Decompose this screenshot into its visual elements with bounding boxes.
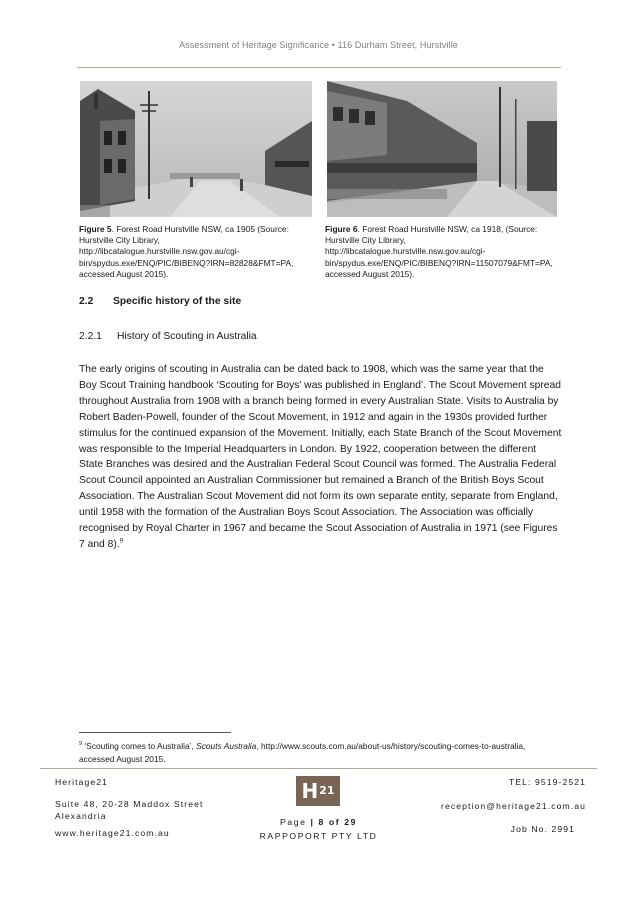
logo-number: 21 bbox=[319, 784, 335, 798]
figure-5-label: Figure 5 bbox=[79, 224, 112, 234]
section-heading bbox=[79, 296, 241, 307]
figure-5-caption-text: . Forest Road Hurstville NSW, ca 1905 (Source: Hurstville City Library, http://libcatalogue.hurstville.nsw.gov.au/cgi-bin/spydus.exe/ENQ/PIC/BIBENQ?IRN=82828&FMT=PA, accessed August 2015). bbox=[79, 224, 294, 279]
footer-address-line2: Alexandria bbox=[55, 811, 107, 821]
figure-6-caption-text: . Forest Road Hurstville NSW, ca 1918, (Source: Hurstville City Library, http://libcatalogue.hurstville.nsw.gov.au/cgi-bin/spydus.exe/ENQ/PIC/BIBENQ?IRN=11507079&FMT=PA, accessed August 2015). bbox=[325, 224, 553, 279]
footer-rule bbox=[40, 768, 597, 769]
footnote-number: 9 bbox=[79, 741, 83, 748]
footer-company: Heritage21 bbox=[55, 777, 109, 787]
footnote-rule bbox=[79, 732, 231, 733]
footer-website: www.heritage21.com.au bbox=[55, 828, 170, 838]
body-paragraph-text: The early origins of scouting in Australia can be dated back to 1908, which was the same year that the Boy Scout Training handbook ‘Scouting for Boys’ was published in England’. The Scout Movement spread throughout Australia from 1908 with a branch being formed in every Australian State. Visits to Australia by Robert Baden-Powell, founder of the Scout Movement, in 1912 and again in the 1930s provided further stimulus for the continued expansion of the Movement. Initially, each State Branch of the Scout Movement was responsible to the Imperial Headquarters in London. By 1922, cooperation between the different State Branches was desired and the Australian Federal Scout Council was formed. The Australia Federal Scout Council appointed an Australian Commissioner but remained a Branch of the British Boys Scout Association. The Australian Scout Movement did not form its own separate entity, separate from England, until 1958 with the formation of the Australian Boys Scout Association. The Association was officially recognised by Royal Charter in 1967 and became the Scout Association of Australia in 1971 (see Figures 7 and 8). bbox=[79, 364, 562, 550]
heritage21-logo bbox=[296, 776, 340, 806]
subsection-heading bbox=[79, 331, 257, 342]
running-header: Assessment of Heritage Significance • 116 Durham Street, Hurstville bbox=[179, 40, 458, 50]
section-title: Specific history of the site bbox=[113, 296, 242, 307]
footer-tel: TEL: 9519-2521 bbox=[508, 777, 586, 787]
section-number: 2.2 bbox=[79, 296, 94, 307]
figure-6-photo bbox=[327, 81, 557, 217]
page-label: Page bbox=[280, 817, 307, 827]
footnote-text-url: , http://www.scouts.com.au/about-us/history/scouting-comes-to-australia, accessed August 2015. bbox=[79, 741, 526, 764]
figure-6-label: Figure 6 bbox=[325, 224, 358, 234]
footnote bbox=[79, 740, 563, 766]
footnote-reference: 9 bbox=[119, 538, 123, 545]
footnote-source: Scouts Australia bbox=[196, 741, 257, 751]
page-number-line: Page | 8 of 29 bbox=[280, 817, 357, 827]
footnote-text: ‘Scouting comes to Australia’, bbox=[82, 741, 197, 751]
logo-letter: H bbox=[301, 779, 319, 803]
figure-5-caption bbox=[79, 224, 315, 280]
header-rule bbox=[77, 67, 561, 68]
subsection-number: 2.2.1 bbox=[79, 331, 102, 342]
footer-email: reception@heritage21.com.au bbox=[441, 801, 586, 811]
footer-address-line1: Suite 48, 20-28 Maddox Street bbox=[55, 799, 204, 809]
figure-6-caption bbox=[325, 224, 561, 280]
subsection-title: History of Scouting in Australia bbox=[117, 331, 257, 342]
footer-job-number: Job No. 2991 bbox=[510, 824, 575, 834]
page-number: 8 of 29 bbox=[318, 817, 357, 827]
footer-company-full: RAPPOPORT PTY LTD bbox=[259, 831, 378, 841]
figure-5-photo bbox=[80, 81, 312, 217]
body-paragraph bbox=[79, 362, 563, 553]
